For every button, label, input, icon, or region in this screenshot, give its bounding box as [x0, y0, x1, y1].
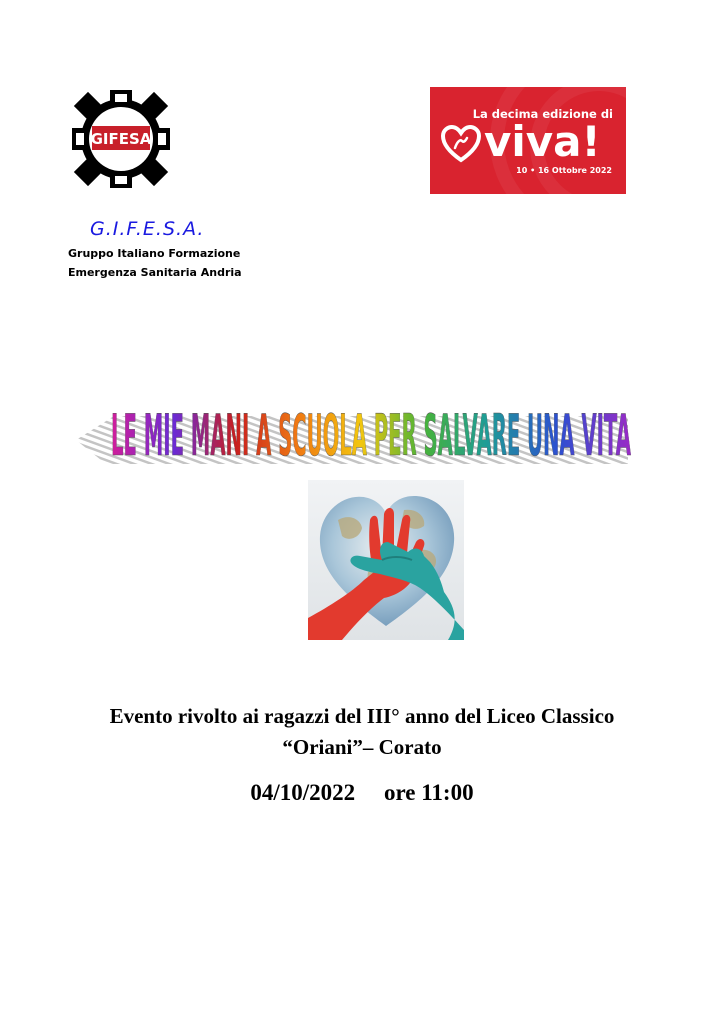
event-datetime — [0, 780, 724, 806]
event-date: 04/10/2022 — [250, 780, 356, 805]
viva-banner-top-text: La decima edizione di — [472, 107, 613, 121]
headline-wordart — [76, 384, 636, 470]
viva-banner-word: viva! — [484, 117, 601, 166]
cpr-hands-globe-image — [308, 480, 464, 640]
organization-block — [68, 218, 242, 282]
event-description-line1: Evento rivolto ai ragazzi del III° anno del Liceo Classico — [109, 704, 615, 728]
organization-name-line1: Gruppo Italiano Formazione — [68, 247, 241, 260]
viva-banner — [430, 87, 626, 194]
viva-banner-dates: 10 • 16 Ottobre 2022 — [516, 166, 612, 175]
gifesa-logo-text: GIFESA — [90, 130, 152, 148]
gifesa-logo — [68, 86, 174, 192]
event-time: ore 11:00 — [383, 780, 474, 805]
organization-acronym: G.I.F.E.S.A. — [90, 218, 205, 240]
gear-icon — [68, 86, 174, 192]
event-description-line2: “Oriani”– Corato — [282, 735, 442, 759]
heart-icon — [440, 124, 482, 164]
organization-name-line2: Emergenza Sanitaria Andria — [68, 266, 242, 279]
headline-text: LE MIE MANI A SCUOLA PER SALVARE UNA VITA — [110, 403, 632, 469]
